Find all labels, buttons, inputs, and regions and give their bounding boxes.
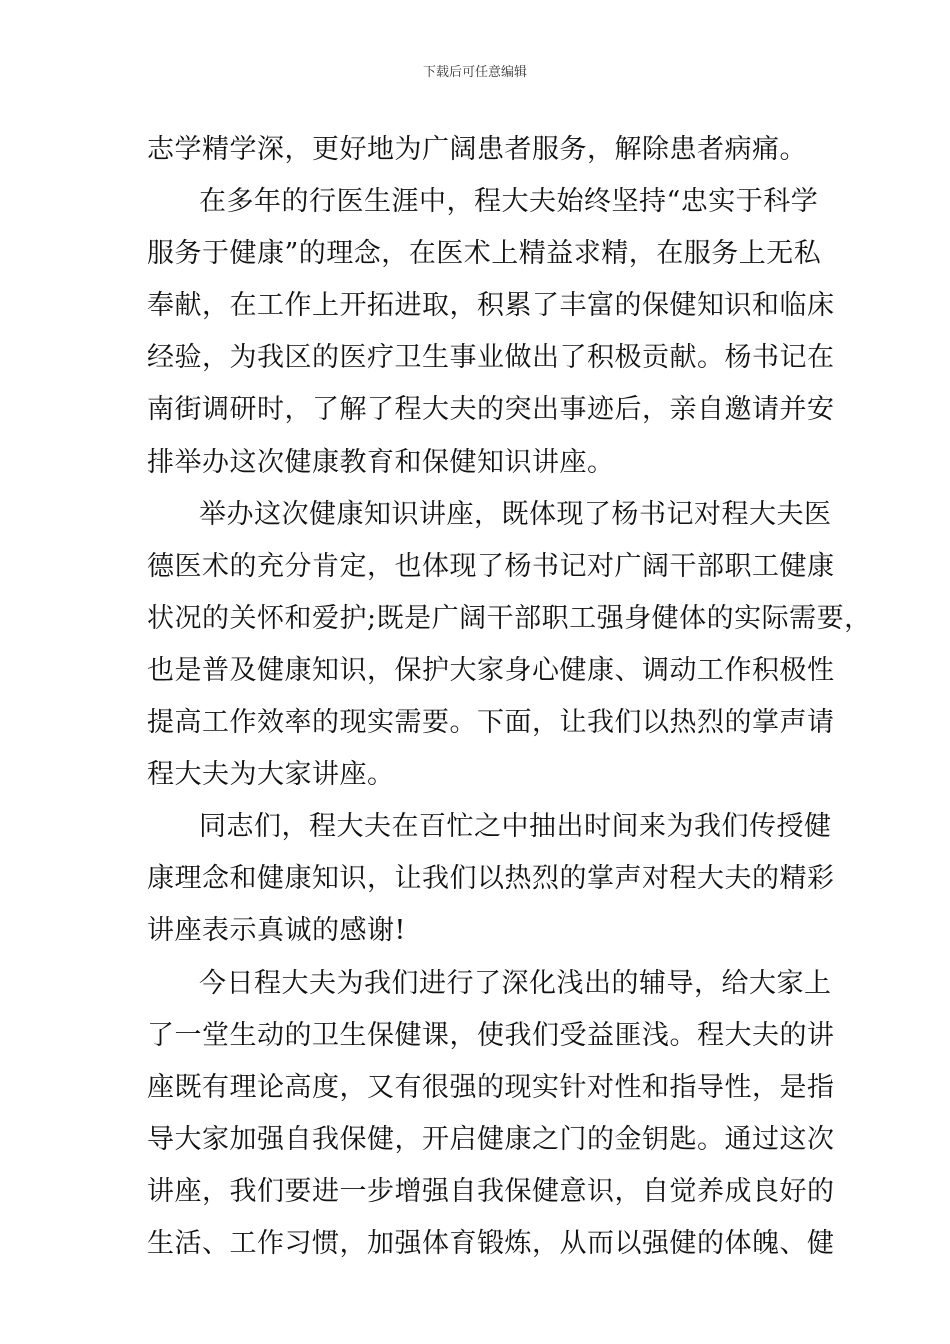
text-line: 德医术的充分肯定，也体现了杨书记对广阔干部职工健康 — [147, 550, 835, 582]
paragraph-first-line: 同志们，程大夫在百忙之中抽出时间来为我们传授健 — [199, 811, 832, 843]
text-line: 提高工作效率的现实需要。下面，让我们以热烈的掌声请 — [147, 707, 835, 739]
text-line: 也是普及健康知识，保护大家身心健康、调动工作积极性 — [147, 654, 835, 686]
text-line: 康理念和健康知识，让我们以热烈的掌声对程大夫的精彩 — [147, 863, 835, 895]
document-body — [147, 126, 872, 1272]
text-line: 奉献，在工作上开拓进取，积累了丰富的保健知识和临床 — [147, 290, 835, 322]
text-line: 座既有理论高度，又有很强的现实针对性和指导性，是指 — [147, 1071, 835, 1103]
text-line: 经验，为我区的医疗卫生事业做出了积极贡献。杨书记在 — [147, 342, 835, 374]
paragraph-first-line: 今日程大夫为我们进行了深化浅出的辅导，给大家上 — [199, 967, 832, 999]
paragraph-first-line: 在多年的行医生涯中，程大夫始终坚持“忠实于科学 — [199, 186, 819, 218]
text-line: 南街调研时，了解了程大夫的突出事迹后，亲自邀请并安 — [147, 394, 835, 426]
text-line: 志学精学深，更好地为广阔患者服务，解除患者病痛。 — [147, 134, 807, 165]
text-line: 排举办这次健康教育和保健知识讲座。 — [147, 446, 615, 478]
text-line: 生活、工作习惯，加强体育锻炼，从而以强健的体魄、健 — [147, 1227, 835, 1259]
text-line: 讲座表示真诚的感谢! — [147, 915, 406, 947]
paragraph-first-line: 举办这次健康知识讲座，既体现了杨书记对程大夫医 — [199, 498, 832, 530]
text-line: 了一堂生动的卫生保健课，使我们受益匪浅。程大夫的讲 — [147, 1019, 835, 1051]
text-line: 讲座，我们要进一步增强自我保健意识，自觉养成良好的 — [147, 1175, 835, 1207]
text-line: 服务于健康”的理念，在医术上精益求精，在服务上无私 — [147, 238, 822, 270]
text-line: 导大家加强自我保健，开启健康之门的金钥匙。通过这次 — [147, 1123, 835, 1155]
text-line: 状况的关怀和爱护;既是广阔干部职工强身健体的实际需要， — [147, 602, 872, 634]
page-header: 下载后可任意编辑 — [422, 65, 527, 80]
text-line: 程大夫为大家讲座。 — [147, 759, 395, 791]
